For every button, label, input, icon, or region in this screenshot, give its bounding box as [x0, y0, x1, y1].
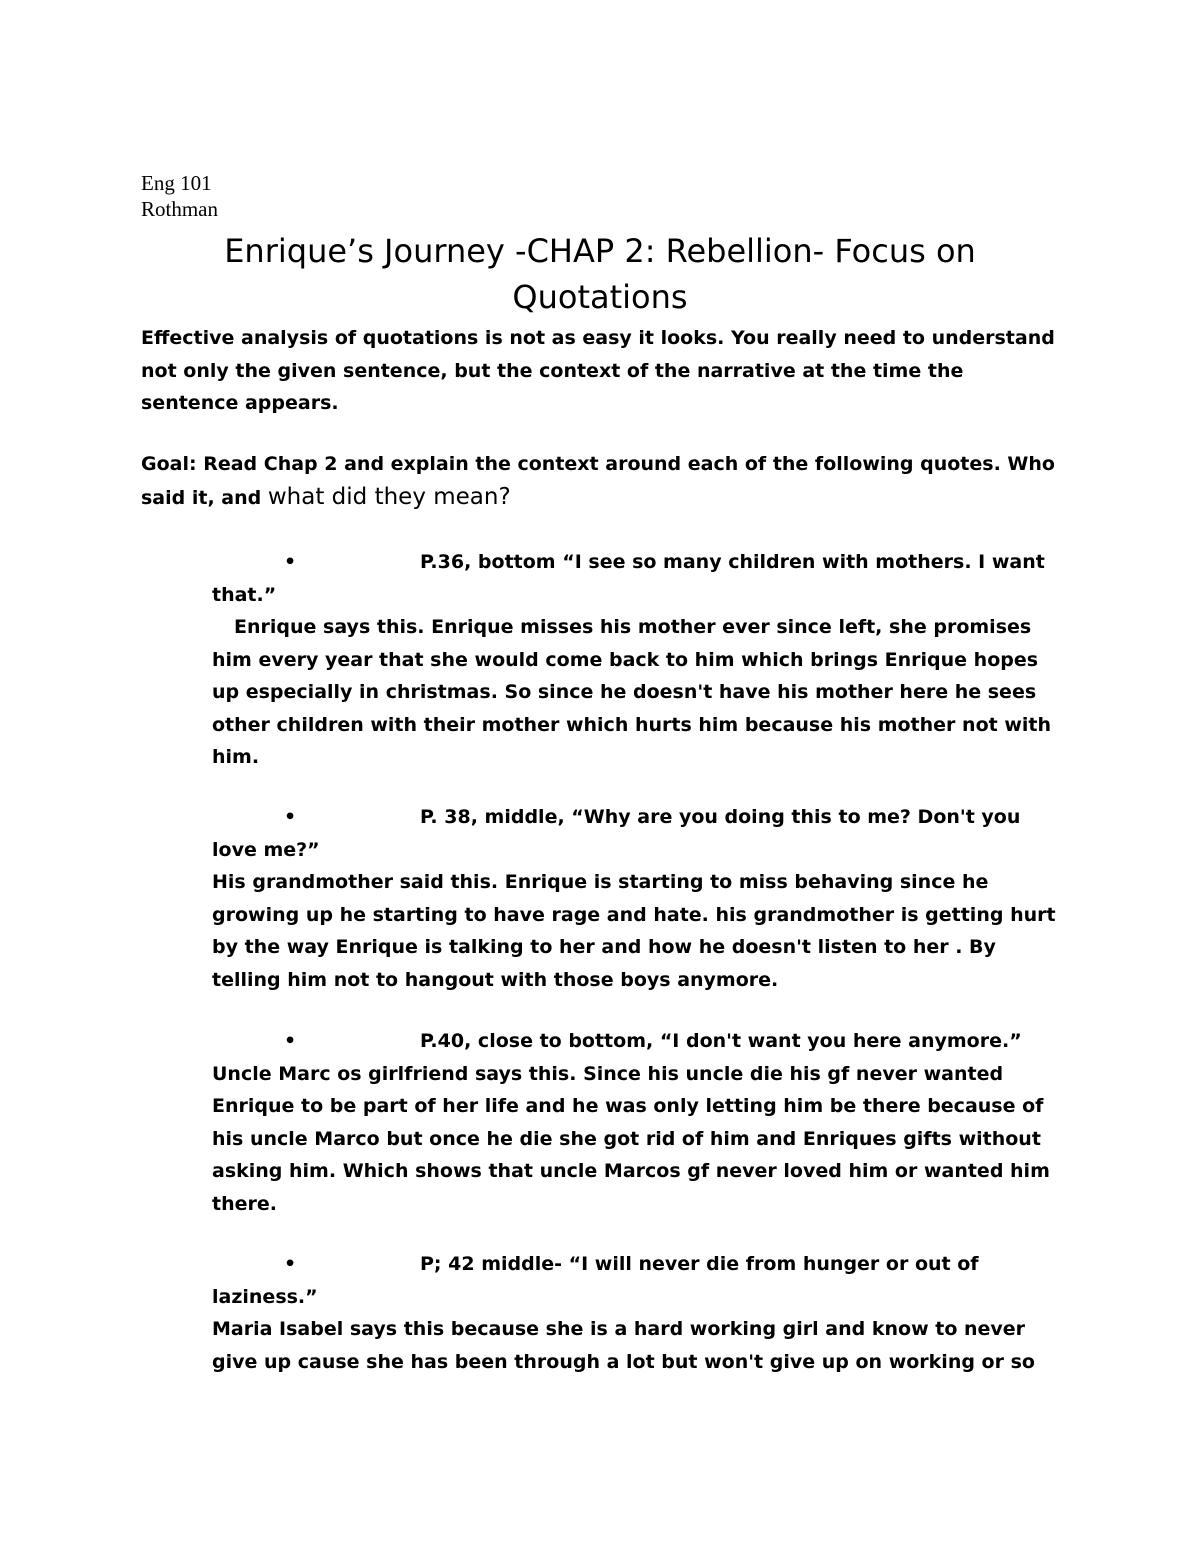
- course-label: Eng 101: [141, 171, 212, 195]
- quote-answer: His grandmother said this. Enrique is starting to miss behaving since he growing up he starting to have rage and hate. his grandmother is getting hurt by the way Enrique is talking to her and how he doesn't listen to her . By telling him not to hangout with those boys anymore.: [212, 871, 1056, 991]
- bullet-icon: •: [284, 806, 297, 828]
- intro-paragraph: Effective analysis of quotations is not as easy it looks. You really need to understand not only the given sentence, but the context of the narrative at the time the sentence appears.: [141, 327, 1055, 414]
- quote-prompt-text: P. 38, middle, “Why are you doing this to me? Don't you love me?”: [212, 806, 1021, 861]
- page-title: Enrique’s Journey -CHAP 2: Rebellion- Focus on Quotations: [224, 232, 976, 316]
- goal-text: Goal: Read Chap 2 and explain the context around each of the following quotes. Who said it, and: [141, 453, 1055, 509]
- quote-answer: Enrique says this. Enrique misses his mother ever since left, she promises him every year that she would come back to him which brings Enrique hopes up especially in christmas. So since he doesn't have his mother here he sees other children with their mother which hurts him because his mother not with him.: [212, 616, 1051, 768]
- bullet-icon: •: [284, 1253, 297, 1275]
- bullet-icon: •: [284, 1030, 297, 1052]
- instructor-label: Rothman: [141, 197, 218, 221]
- quote-prompt: [212, 1025, 1062, 1058]
- quote-prompt-text: P.40, close to bottom, “I don't want you here anymore.”: [420, 1030, 1022, 1052]
- quote-prompt-text: P.36, bottom “I see so many children with mothers. I want that.”: [212, 551, 1045, 606]
- quote-item-4: [212, 1248, 1062, 1378]
- quote-answer: Uncle Marc os girlfriend says this. Since his uncle die his gf never wanted Enrique to be part of her life and he was only letting him be there because of his uncle Marco but once he die she got rid of him and Enriques gifts without asking him. Which shows that uncle Marcos gf never loved him or wanted him there.: [212, 1062, 1050, 1215]
- goal-paragraph: [141, 448, 1061, 514]
- quote-answer: Maria Isabel says this because she is a hard working girl and know to never give up cause she has been through a lot but won't give up on working or so: [212, 1318, 1035, 1373]
- quote-item-1: [212, 546, 1062, 774]
- goal-emphasis: what did they mean?: [267, 483, 511, 510]
- quote-prompt: [212, 546, 1062, 611]
- quote-item-2: [212, 801, 1062, 996]
- quote-prompt-text: P; 42 middle- “I will never die from hunger or out of laziness.”: [212, 1253, 979, 1308]
- quote-item-3: [212, 1025, 1062, 1220]
- quote-prompt: [212, 801, 1062, 866]
- bullet-icon: •: [284, 551, 297, 573]
- quote-prompt: [212, 1248, 1062, 1313]
